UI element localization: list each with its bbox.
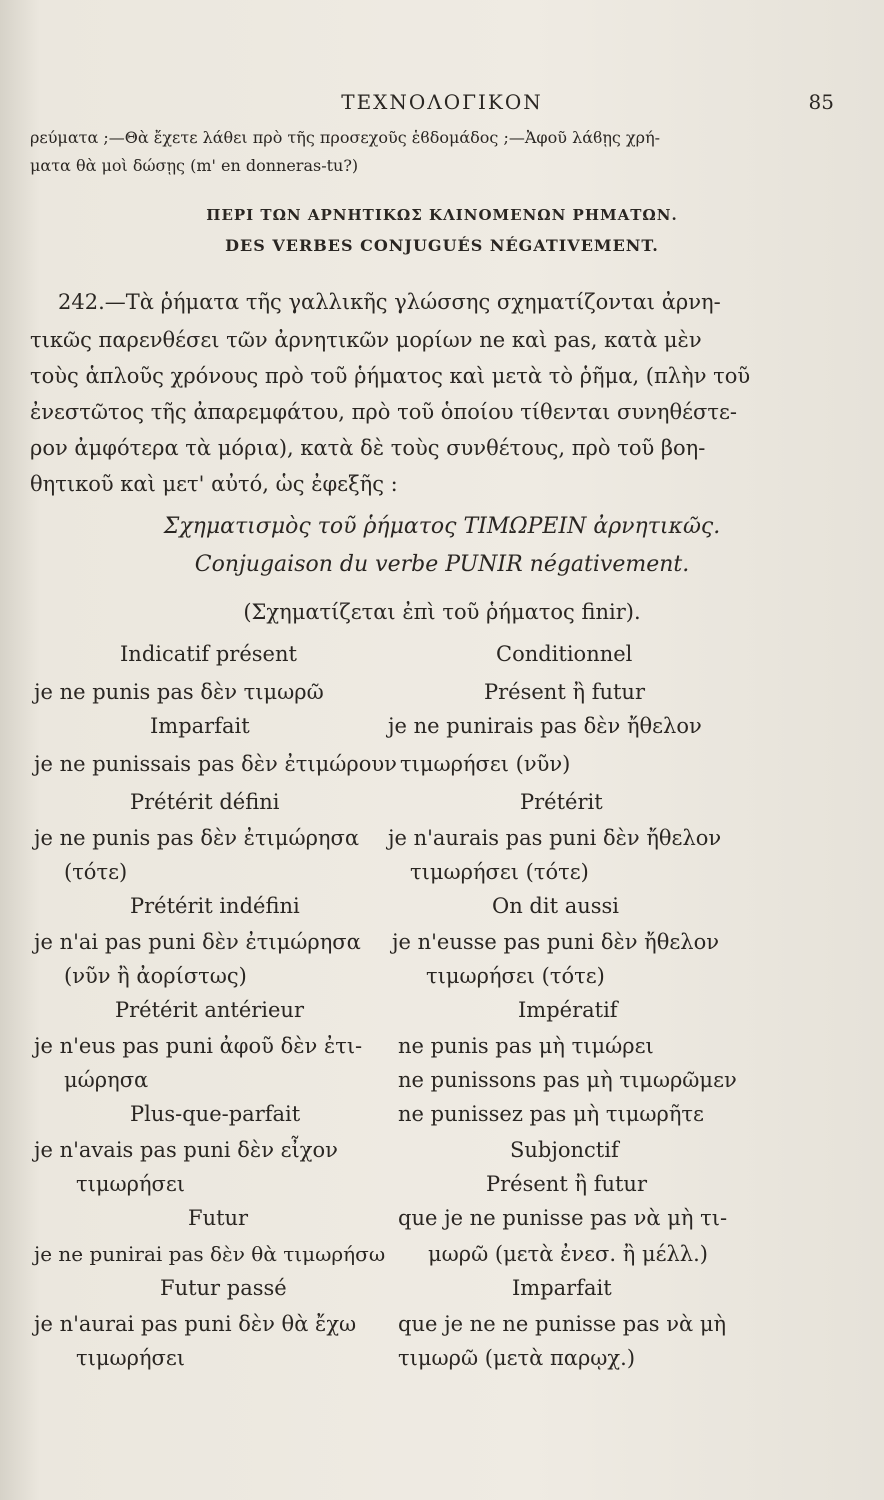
paragraph-line: ἐνεστῶτος τῆς ἀπαρεμφάτου, πρὸ τοῦ ὁποίου τίθενται συνηθέστε-: [30, 400, 737, 424]
tense-heading: Prétérit indéfini: [130, 894, 300, 918]
tense-heading: Prétérit défini: [130, 790, 280, 814]
conjugation-continuation: τιμωρήσει: [76, 1172, 185, 1196]
conjugation-continuation: τιμωρήσει: [76, 1346, 185, 1370]
paragraph-line: τοὺς ἁπλοῦς χρόνους πρὸ τοῦ ῥήματος καὶ μετὰ τὸ ῥῆμα, (πλὴν τοῦ: [30, 364, 751, 388]
conjugation-continuation: (νῦν ἢ ἀορίστως): [64, 964, 247, 988]
section-heading-greek: ΠΕΡΙ ΤΩΝ ΑΡΝΗΤΙΚΩΣ ΚΛΙΝΟΜΕΝΩΝ ΡΗΜΑΤΩΝ.: [206, 206, 678, 224]
conjugation-row: je n'aurai pas puni δὲν θὰ ἔχω: [34, 1312, 357, 1336]
conjugation-note: (Σχηματίζεται ἐπὶ τοῦ ῥήματος finir).: [243, 600, 641, 624]
conjugation-row: je n'avais pas puni δὲν εἶχον: [34, 1138, 338, 1162]
conjugation-row: je ne punirais pas δὲν ἤθελον: [388, 714, 702, 738]
conjugation-continuation: μωρῶ (μετὰ ἐνεσ. ἢ μέλλ.): [428, 1242, 708, 1266]
tense-heading: Prétérit antérieur: [115, 998, 304, 1022]
conjugation-row: que je ne ne punisse pas νὰ μὴ: [398, 1312, 727, 1336]
conjugation-continuation: τιμωρήσει (τότε): [410, 860, 589, 884]
section-heading-french: DES VERBES CONJUGUÉS NÉGATIVEMENT.: [225, 236, 659, 255]
running-title: ΤΕΧΝΟΛΟΓΙΚΟΝ: [341, 90, 543, 114]
conjugation-row: que je ne punisse pas νὰ μὴ τι-: [398, 1206, 728, 1230]
conjugation-continuation: τιμωρήσει (νῦν): [400, 752, 571, 776]
tense-heading: Présent ἢ futur: [486, 1172, 647, 1196]
mood-heading: Subjonctif: [510, 1138, 619, 1162]
conjugation-row: je n'eus pas puni ἀφοῦ δὲν ἐτι-: [34, 1034, 363, 1058]
conjugation-continuation: τιμωρῶ (μετὰ παρῳχ.): [398, 1346, 636, 1370]
tense-heading: Présent ἢ futur: [484, 680, 645, 704]
conjugation-row: je ne punis pas δὲν τιμωρῶ: [34, 680, 324, 704]
tense-heading: Imparfait: [150, 714, 250, 738]
paragraph-line: 242.—Τὰ ῥήματα τῆς γαλλικῆς γλώσσης σχηματίζονται ἀρνη-: [58, 290, 721, 314]
conjugation-row: ne punis pas μὴ τιμώρει: [398, 1034, 654, 1058]
conjugation-row: je ne punis pas δὲν ἐτιμώρησα: [34, 826, 360, 850]
carryover-line: ματα θὰ μοὶ δώσῃς (m' en donneras-tu?): [30, 156, 359, 175]
tense-heading: Futur: [188, 1206, 249, 1230]
conjugation-title-french: Conjugaison du verbe PUNIR négativement.: [194, 552, 690, 577]
conjugation-row: je ne punissais pas δὲν ἐτιμώρουν: [34, 752, 397, 776]
page-number: 85: [808, 90, 834, 114]
tense-heading: Prétérit: [520, 790, 603, 814]
tense-heading: On dit aussi: [492, 894, 620, 918]
paragraph-line: θητικοῦ καὶ μετ' αὐτό, ὡς ἐφεξῆς :: [30, 472, 398, 496]
tense-heading: Imparfait: [512, 1276, 612, 1300]
conjugation-row: je n'eusse pas puni δὲν ἤθελον: [392, 930, 719, 954]
tense-heading: Impératif: [518, 998, 618, 1022]
conjugation-row: ne punissons pas μὴ τιμωρῶμεν: [398, 1068, 737, 1092]
conjugation-continuation: μώρησα: [64, 1068, 149, 1092]
page-header: [40, 90, 844, 120]
tense-heading: Plus-que-parfait: [130, 1102, 301, 1126]
tense-heading: Futur passé: [160, 1276, 287, 1300]
tense-heading: Indicatif présent: [120, 642, 297, 666]
conjugation-row: je n'aurais pas puni δὲν ἤθελον: [388, 826, 722, 850]
carryover-line: ρεύματα ;—Θὰ ἔχετε λάθει πρὸ τῆς προσεχοῦς ἑϐδομάδος ;—Ἀφοῦ λάϐῃς χρή-: [30, 128, 661, 147]
conjugation-row: je ne punirai pas δὲν θὰ τιμωρήσω: [34, 1242, 386, 1266]
conjugation-continuation: τιμωρήσει (τότε): [426, 964, 605, 988]
conjugation-row: ne punissez pas μὴ τιμωρῆτε: [398, 1102, 704, 1126]
paragraph-line: τικῶς παρενθέσει τῶν ἀρνητικῶν μορίων ne καὶ pas, κατὰ μὲν: [30, 328, 702, 352]
paragraph-line: ρον ἀμφότερα τὰ μόρια), κατὰ δὲ τοὺς συνθέτους, πρὸ τοῦ βοη-: [30, 436, 706, 460]
conjugation-row: je n'ai pas puni δὲν ἐτιμώρησα: [34, 930, 361, 954]
conjugation-title-greek: Σχηματισμὸς τοῦ ῥήματος ΤΙΜΩΡΕΙΝ ἀρνητικῶς.: [163, 514, 721, 539]
conjugation-continuation: (τότε): [64, 860, 128, 884]
tense-heading: Conditionnel: [496, 642, 633, 666]
